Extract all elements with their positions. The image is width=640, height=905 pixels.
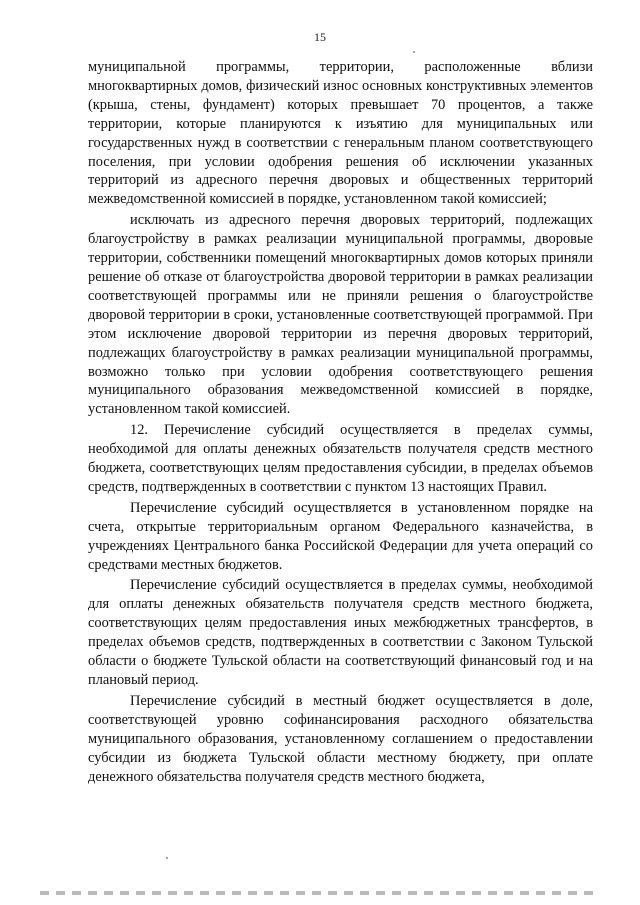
paragraph-accounts: Перечисление субсидий осуществляется в установленном порядке на счета, открытые территориальным органом Федерального казначейства, в учреждениях Центрального банка Российской Федерации для учета операций со средствами местных бюджетов. — [88, 499, 593, 573]
scan-speck — [166, 857, 168, 859]
document-body — [88, 58, 593, 786]
scan-speck — [413, 51, 415, 53]
paragraph-transfers: Перечисление субсидий осуществляется в пределах суммы, необходимой для оплаты денежных обязательств получателя средств местного бюджета, соответствующих целям предоставления иных межбюджетных трансфертов, в пределах объемов средств, подтвержденных в соответствии с Законом Тульской области о бюджете Тульской области на соответствующий финансовый год и на плановый период. — [88, 577, 593, 688]
paragraph-cofinancing: Перечисление субсидий в местный бюджет осуществляется в доле, соответствующей уровню софинансирования расходного обязательства муниципального образования, установленному соглашением о предоставлении субсидии из бюджета Тульской области местному бюджету, при оплате денежного обязательства получателя средств местного бюджета, — [88, 692, 593, 785]
paragraph-exclude-territories: исключать из адресного перечня дворовых территорий, подлежащих благоустройству в рамках реализации муниципальной программы, дворовые территории, собственники помещений многоквартирных домов которых приняли решение об отказе от благоустройства дворовой территории в рамках реализации соответствующей программы или не приняли решения о благоустройстве дворовой территории в сроки, установленные соответствующей программой. При этом исключение дворовой территории из перечня дворовых территорий, подлежащих благоустройству в рамках реализации муниципальной программы, возможно только при условии одобрения соответствующего решения муниципального образования межведомственной комиссией в порядке, установленном такой комиссией. — [88, 212, 593, 418]
page-number: 15 — [314, 30, 326, 44]
paragraph-item-12: 12. Перечисление субсидий осуществляется в пределах суммы, необходимой для оплаты денежных обязательств получателя средств местного бюджета, соответствующих целям предоставления субсидии, в пределах объемов средств, подтвержденных в соответствии с пунктом 13 настоящих Правил. — [88, 422, 593, 495]
paragraph-continuation: муниципальной программы, территории, расположенные вблизи многоквартирных домов, физический износ основных конструктивных элементов (крыша, стены, фундамент) которых превышает 70 процентов, а также территории, которые планируются к изъятию для муниципальных или государственных нужд в соответствии с генеральным планом соответствующего поселения, при условии одобрения решения об исключении указанных территорий из адресного перечня дворовых и общественных территорий межведомственной комиссией в порядке, установленном такой комиссией; — [88, 59, 593, 208]
scan-edge-artifact — [40, 891, 600, 895]
